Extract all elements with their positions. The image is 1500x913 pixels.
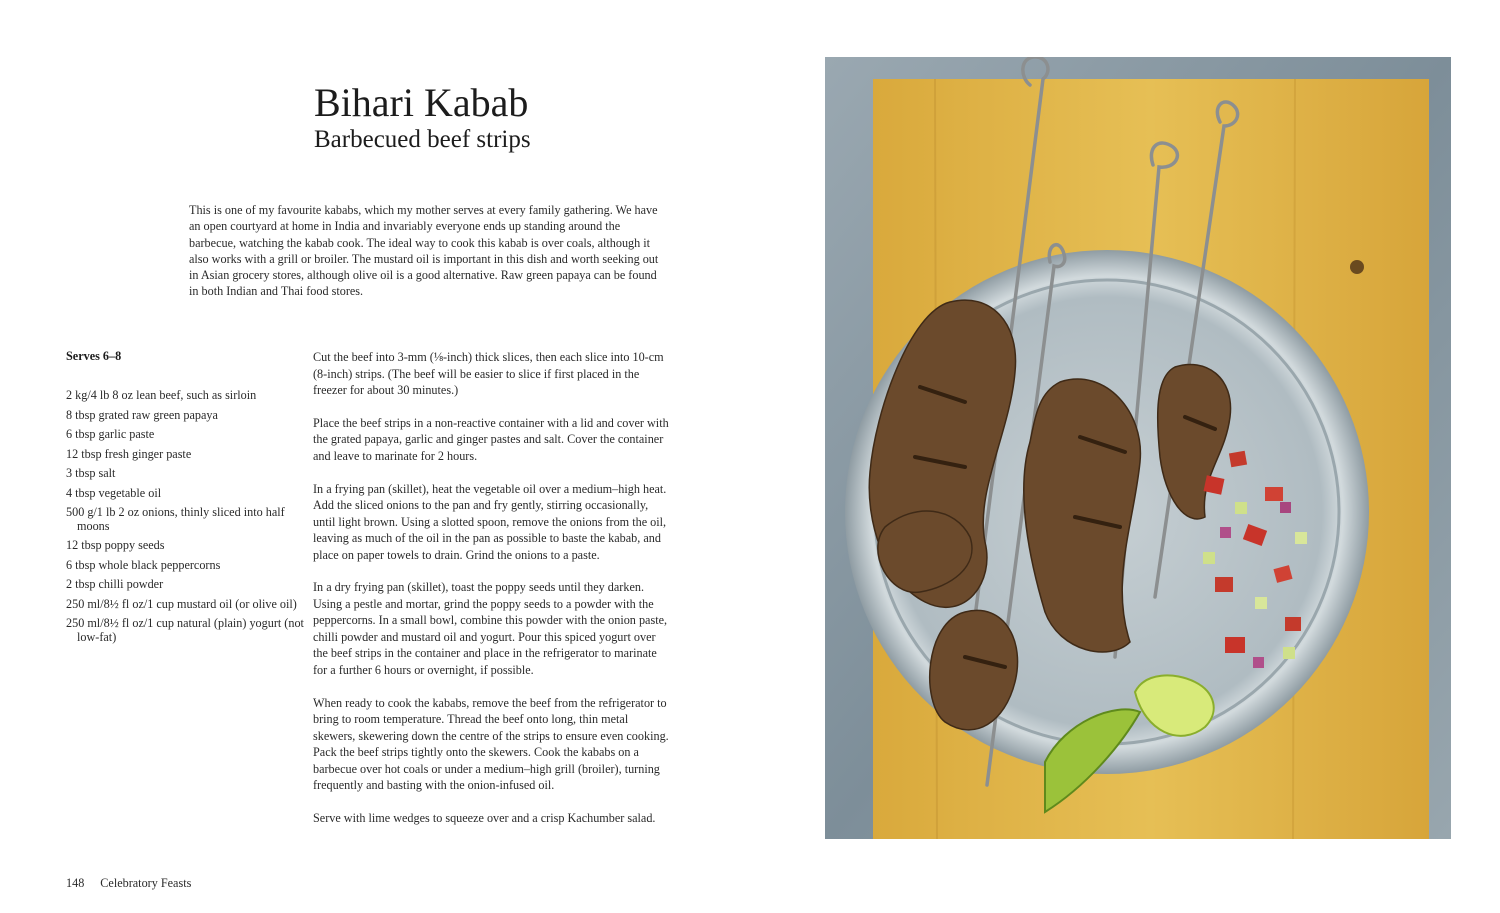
method-step: Place the beef strips in a non-reactive container with a lid and cover with the grated papaya, garlic and ginger pastes and salt. Cover the container and leave to marinate for 2 hours.: [313, 415, 669, 463]
recipe-title: Bihari Kabab: [314, 80, 529, 125]
method-steps: [313, 349, 671, 843]
kabab-plate-illustration: [825, 57, 1451, 839]
method-step: Cut the beef into 3-mm (⅛-inch) thick slices, then each slice into 10-cm (8-inch) strips. (The beef will be easier to slice if first placed in the freezer for about 30 minutes.): [313, 350, 664, 397]
recipe-photo: [825, 57, 1451, 839]
ingredient-item: 12 tbsp poppy seeds: [66, 538, 165, 552]
method-step: When ready to cook the kababs, remove the beef from the refrigerator to bring to room temperature. Thread the beef onto long, thin metal skewers, skewering down the centre of the strips to ensure even cooking. Pack the beef strips tightly onto the skewers. Cook the kababs on a barbecue over hot coals or under a medium–high grill (broiler), turning frequently and basting with the onion-infused oil.: [313, 695, 669, 793]
ingredients-list: [66, 389, 306, 650]
method-step: In a frying pan (skillet), heat the vegetable oil over a medium–high heat. Add the sliced onions to the pan and fry gently, stirring occasionally, until light brown. Using a slotted spoon, remove the onions from the oil, leaving as much of the oil in the pan as possible to baste the kabab, and place on paper towels to drain. Grind the onions to a paste.: [313, 481, 667, 562]
ingredient-item: 4 tbsp vegetable oil: [66, 485, 162, 500]
ingredient-item: 2 kg/4 lb 8 oz lean beef, such as sirloin: [66, 388, 257, 402]
ingredient-item: 3 tbsp salt: [66, 466, 116, 480]
section-name: Celebratory Feasts: [100, 876, 192, 890]
ingredient-item: 6 tbsp whole black peppercorns: [66, 557, 221, 572]
method-step: In a dry frying pan (skillet), toast the poppy seeds until they darken. Using a pestle and mortar, grind the poppy seeds to a powder with the peppercorns. In a small bowl, combine this powder with the onion paste, chilli powder and mustard oil and yogurt. Pour this spiced yogurt over the beef strips in the container and place in the refrigerator to marinate for a further 6 hours or overnight, if possible.: [313, 580, 668, 677]
ingredient-item: 8 tbsp grated raw green papaya: [66, 407, 218, 422]
page-footer: [66, 876, 191, 891]
method-step: Serve with lime wedges to squeeze over and a crisp Kachumber salad.: [313, 810, 656, 825]
recipe-subtitle: Barbecued beef strips: [314, 126, 531, 153]
ingredient-item: 250 ml/8½ fl oz/1 cup natural (plain) yogurt (not low-fat): [66, 616, 304, 644]
recipe-intro: This is one of my favourite kababs, which my mother serves at every family gathering. We have an open courtyard at home in India and invariably everyone ends up standing around the barbecue, watching the kabab cook. The ideal way to cook this kabab is over coals, although it also works with a grill or broiler. The mustard oil is important in this dish and worth seeking out in Asian grocery stores, although olive oil is a good alternative. Raw green papaya can be found in both Indian and Thai food stores.: [189, 203, 659, 299]
page-number: 148: [66, 876, 85, 890]
ingredient-item: 6 tbsp garlic paste: [66, 427, 155, 441]
ingredient-item: 12 tbsp fresh ginger paste: [66, 446, 192, 461]
ingredient-item: 500 g/1 lb 2 oz onions, thinly sliced into half moons: [66, 505, 285, 533]
serves-label: Serves 6–8: [66, 349, 122, 363]
ingredient-item: 250 ml/8½ fl oz/1 cup mustard oil (or olive oil): [66, 596, 297, 611]
ingredient-item: 2 tbsp chilli powder: [66, 577, 164, 591]
